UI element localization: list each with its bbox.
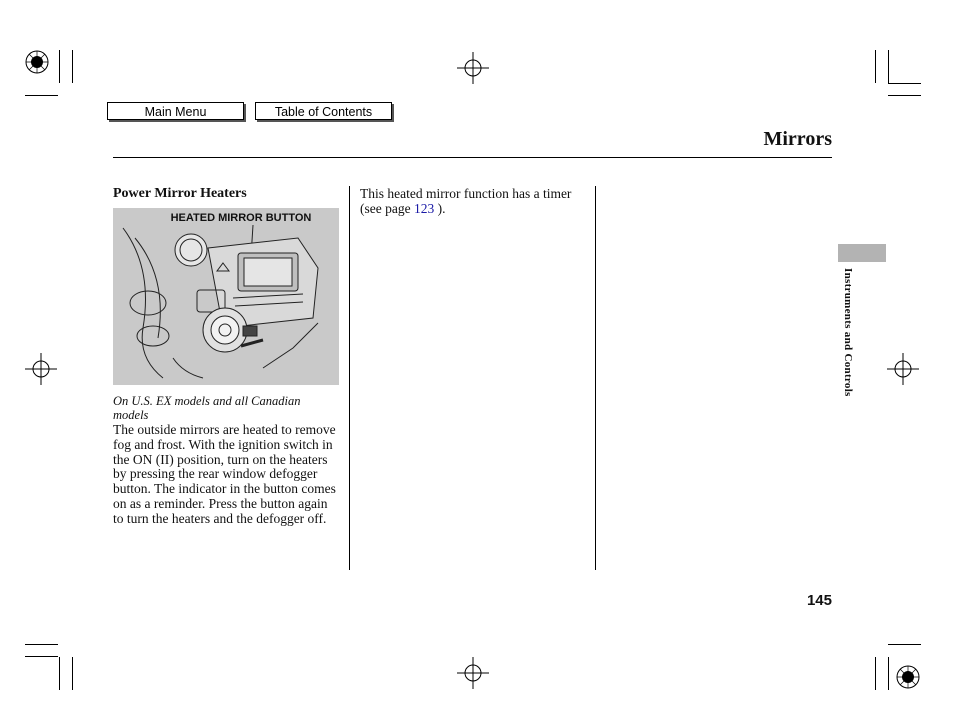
main-menu-button[interactable]: Main Menu [107,102,244,120]
body-text: The outside mirrors are heated to remove fog and frost. With the ignition switch in the ON (II) position, turn on the heaters by pressing the rear window defogger button. The indicator in the button comes on as a reminder. Press the button again to turn the heaters and the defogger off. [113,422,336,526]
timer-text-before: This heated mirror function has a timer (see page [360,186,572,216]
dashboard-figure [113,208,339,385]
column-divider-2 [595,186,596,570]
page-123-link[interactable]: 123 [413,201,435,216]
timer-text-after: ). [434,201,446,216]
section-tab-marker [838,244,886,262]
figure-label: HEATED MIRROR BUTTON [170,212,312,224]
figure-caption: On U.S. EX models and all Canadian models [113,394,301,422]
dashboard-illustration [113,208,339,385]
column-divider-1 [349,186,350,570]
timer-text [360,186,582,216]
section-tab-label: Instruments and Controls [842,268,854,397]
table-of-contents-button[interactable]: Table of Contents [255,102,392,120]
page-number: 145 [806,592,832,609]
title-rule [113,157,832,158]
page-title: Mirrors [763,128,832,150]
section-heading: Power Mirror Heaters [113,186,247,201]
